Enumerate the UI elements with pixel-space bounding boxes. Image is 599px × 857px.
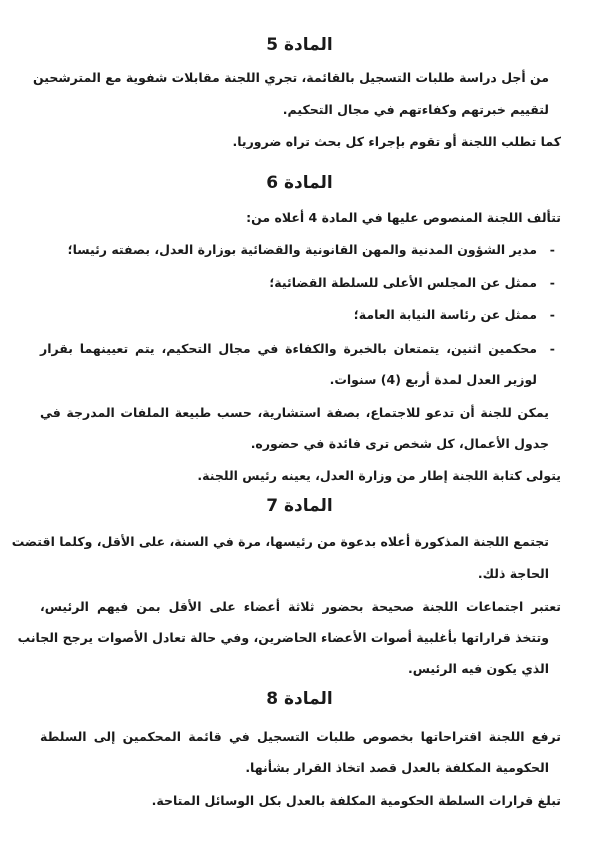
article-6-line-1: يمكن للجنة أن تدعو للاجتماع، بصفة استشارية، حسب طبيعة الملفات المدرجة في [40,405,549,420]
article-6-bullet-4-text: محكمين اثنين، يتمتعان بالخبرة والكفاءة في مجال التحكيم، يتم تعيينهما بقرار [40,341,537,356]
article-8-line-2: الحكومية المكلفة بالعدل قصد اتخاذ القرار بشأنها. [245,760,549,775]
article-5-line-2: لتقييم خبرتهم وكفاءتهم في مجال التحكيم. [282,102,549,117]
article-5-line-1: من أجل دراسة طلبات التسجيل بالقائمة، تجري اللجنة مقابلات شفوية مع المترشحين [32,70,549,85]
article-6-bullet-4-continuation: لوزير العدل لمدة أربع (4) سنوات. [329,372,537,387]
article-7-heading: المادة 7 [266,496,333,516]
article-6-bullet-3 [40,305,555,325]
article-7-line-4: وتتخذ قراراتها بأغلبية أصوات الأعضاء الحاضرين، وفي حالة تعادل الأصوات يرجح الجانب [17,630,549,645]
article-6-heading: المادة 6 [266,173,333,193]
bullet-dash: - [549,242,555,257]
article-6-bullet-2-text: ممثل عن المجلس الأعلى للسلطة القضائية؛ [269,275,537,290]
bullet-dash: - [549,275,555,290]
article-5-heading: المادة 5 [266,35,333,55]
bullet-dash: - [549,307,555,322]
article-7-line-2: الحاجة ذلك. [477,566,549,581]
article-8-line-1: ترفع اللجنة اقتراحاتها بخصوص طلبات التسجيل في قائمة المحكمين إلى السلطة [40,729,561,744]
article-8-line-3: تبلغ قرارات السلطة الحكومية المكلفة بالعدل بكل الوسائل المتاحة. [151,793,561,808]
article-6-bullet-3-text: ممثل عن رئاسة النيابة العامة؛ [353,307,537,322]
article-6-bullet-4 [40,339,555,359]
article-7-line-3: تعتبر اجتماعات اللجنة صحيحة بحضور ثلاثة أعضاء على الأقل بمن فيهم الرئيس، [40,599,561,614]
article-7-line-1: تجتمع اللجنة المذكورة أعلاه بدعوة من رئيسها، مرة في السنة، على الأقل، وكلما اقتضت [11,534,549,549]
bullet-dash: - [549,341,555,356]
article-6-bullet-1-text: مدير الشؤون المدنية والمهن القانونية والقضائية بوزارة العدل، بصفته رئيسا؛ [67,242,537,257]
article-6-intro: تتألف اللجنة المنصوص عليها في المادة 4 أعلاه من: [246,210,561,225]
article-5-line-3: كما تطلب اللجنة أو تقوم بإجراء كل بحث تراه ضروريا. [232,134,561,149]
article-6-line-2: جدول الأعمال، كل شخص ترى فائدة في حضوره. [250,436,549,451]
article-6-line-3: يتولى كتابة اللجنة إطار من وزارة العدل، يعينه رئيس اللجنة. [197,468,561,483]
article-6-bullet-2 [40,273,555,293]
article-8-heading: المادة 8 [266,689,333,709]
article-7-line-5: الذي يكون فيه الرئيس. [407,661,549,676]
article-6-bullet-1 [40,240,555,260]
